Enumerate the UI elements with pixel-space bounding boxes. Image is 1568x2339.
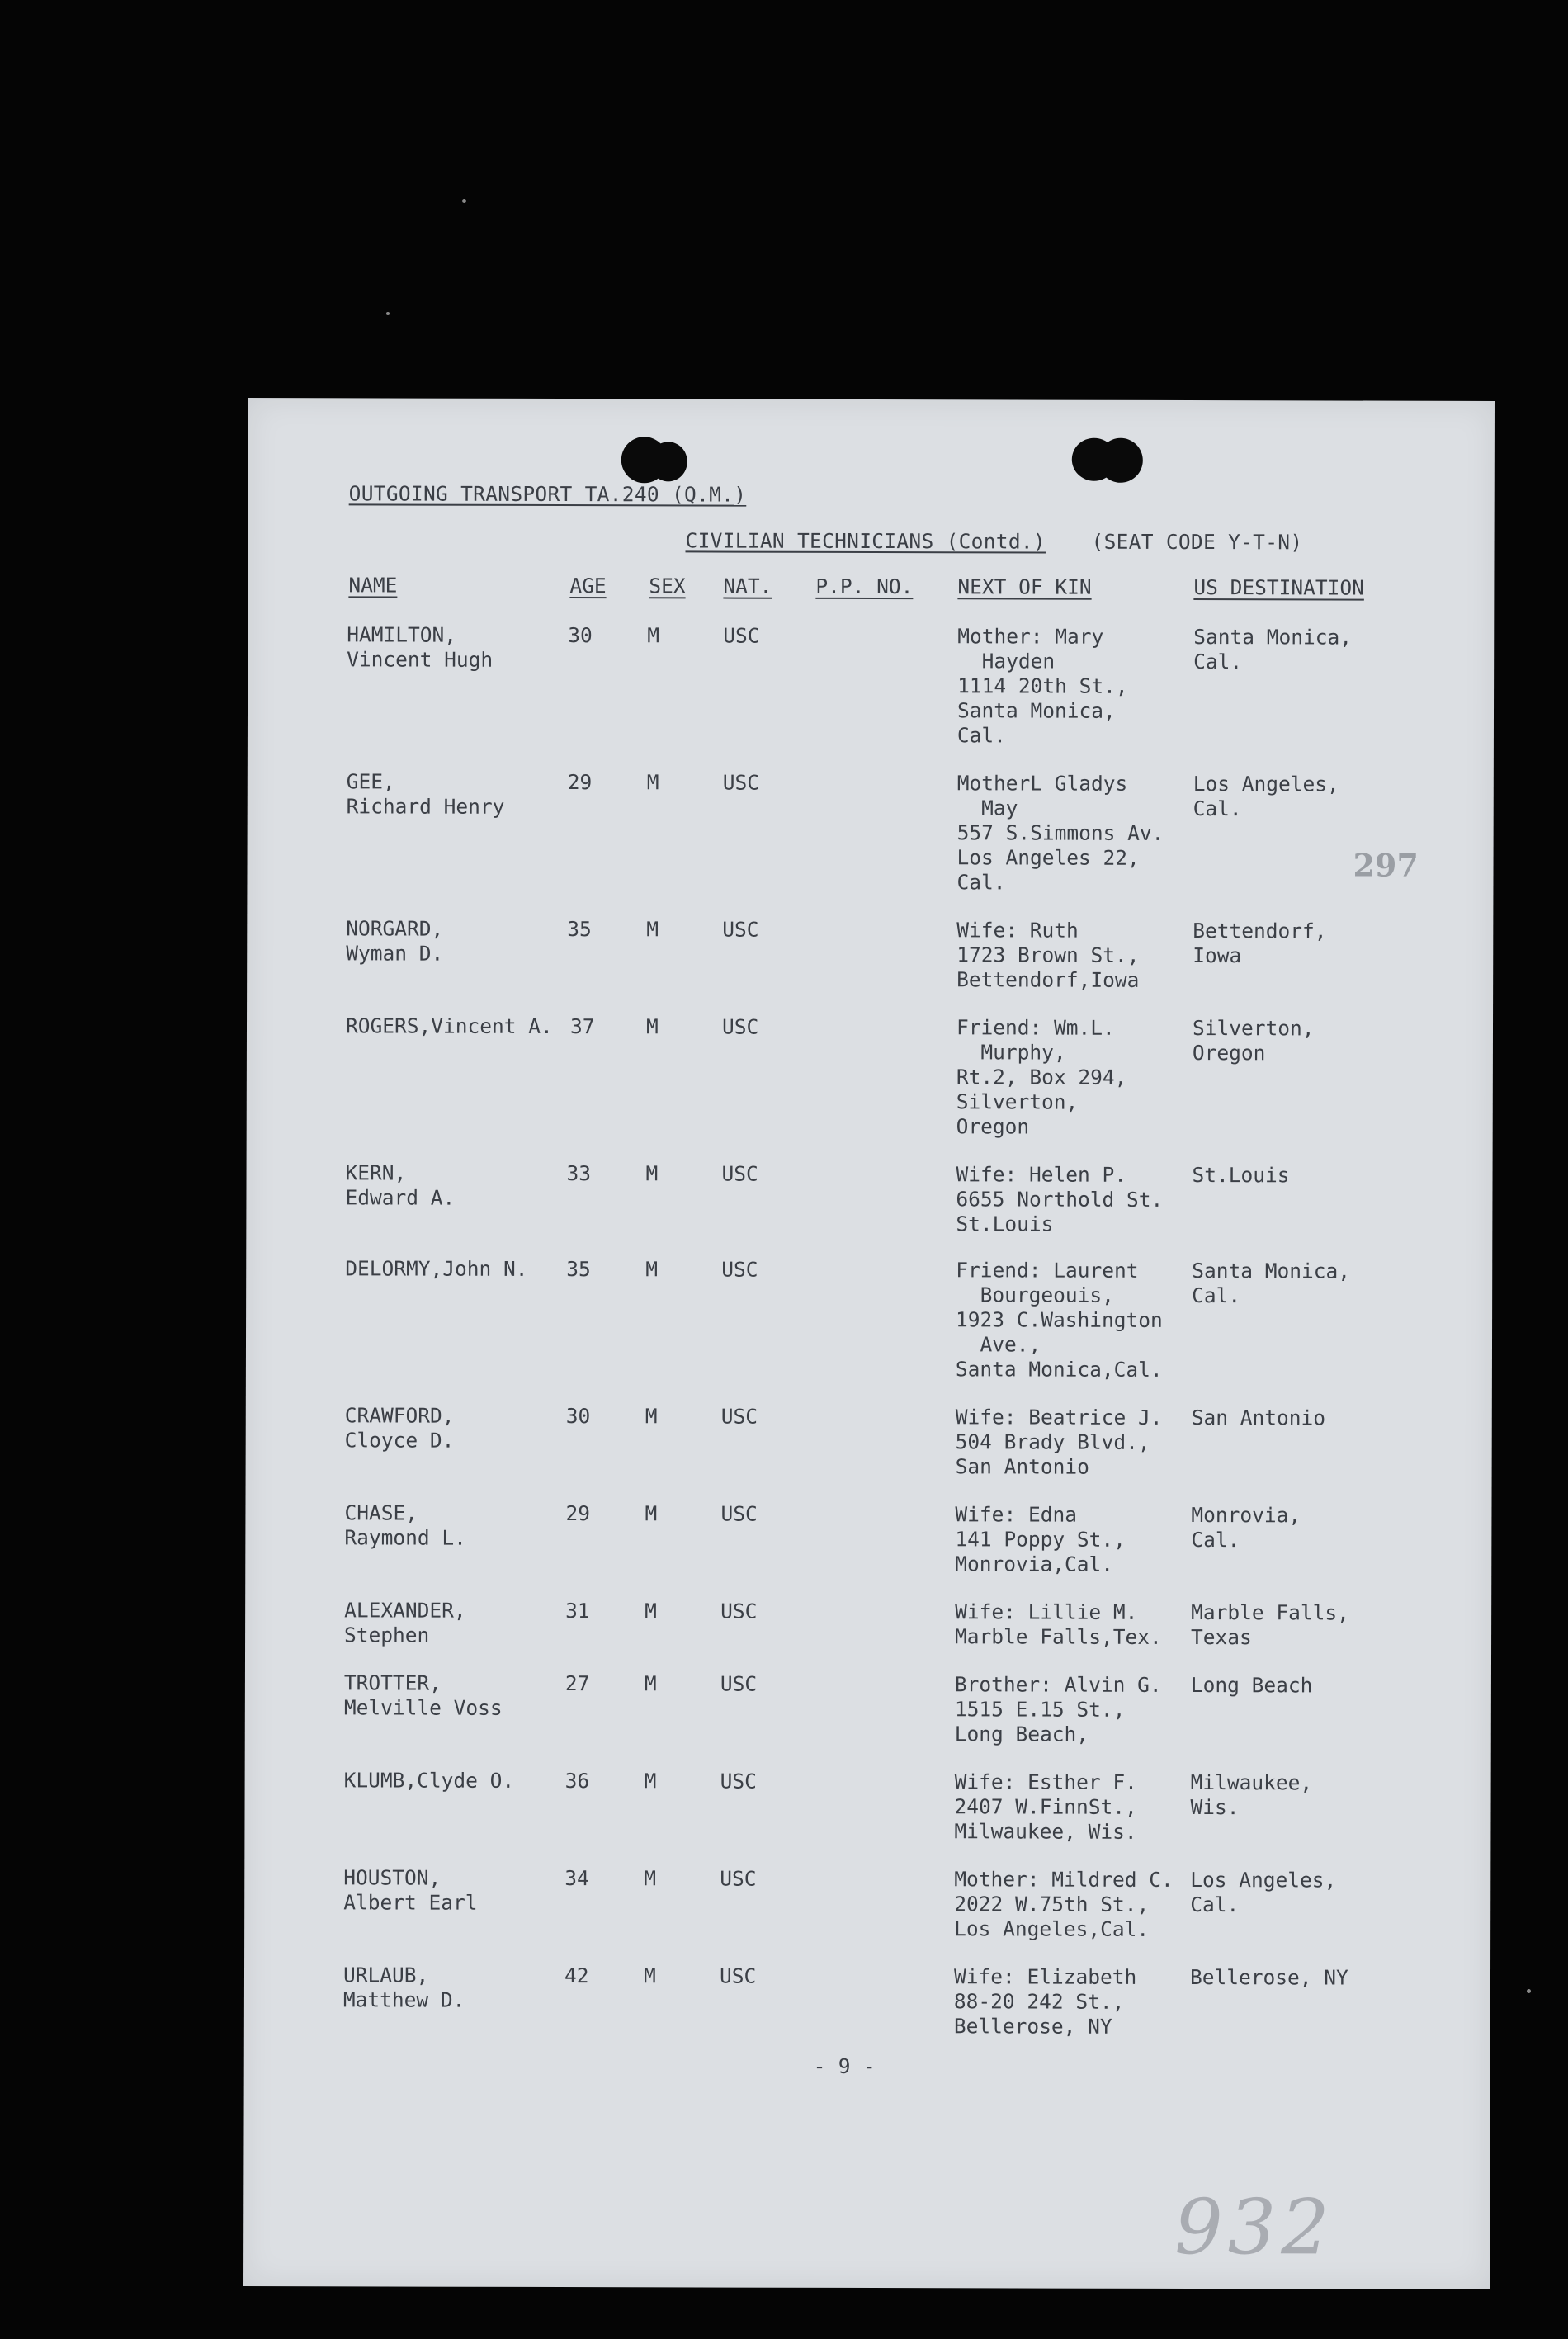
table-row (245, 1598, 1491, 1650)
next-of-kin-cell: Mother: Mildred C. 2022 W.75th St., Los Angeles,Cal. (954, 1867, 1174, 1941)
age-cell: 35 (566, 1257, 591, 1282)
sex-cell: M (643, 1963, 656, 1988)
sex-cell: M (645, 1501, 658, 1526)
table-row (247, 916, 1493, 992)
column-header-nat: NAT. (723, 574, 772, 598)
handwritten-number: 932 (1174, 2182, 1334, 2272)
document-title: OUTGOING TRANSPORT TA.240 (Q.M.) (348, 481, 747, 507)
destination-cell: Marble Falls, Texas (1191, 1600, 1349, 1650)
destination-cell: San Antonio (1191, 1406, 1326, 1430)
scan-speck (386, 312, 390, 315)
name-cell: HAMILTON, Vincent Hugh (347, 622, 494, 672)
sex-cell: M (644, 1769, 657, 1793)
table-row (244, 1963, 1490, 2039)
nat-cell: USC (720, 1866, 757, 1891)
sex-cell: M (645, 1161, 659, 1186)
age-cell: 29 (565, 1501, 591, 1526)
name-cell: NORGARD, Wyman D. (346, 916, 444, 966)
nat-cell: USC (721, 1257, 758, 1282)
nat-cell: USC (720, 1501, 758, 1526)
table-row (248, 622, 1494, 748)
name-cell: TROTTER, Melville Voss (343, 1670, 503, 1720)
next-of-kin-cell: Wife: Esther F. 2407 W.FinnSt., Milwaukee, Wis. (954, 1770, 1137, 1844)
next-of-kin-cell: Wife: Beatrice J. 504 Brady Blvd., San Antonio (955, 1405, 1163, 1479)
age-cell: 30 (565, 1404, 591, 1429)
next-of-kin-cell: Brother: Alvin G. 1515 E.15 St., Long Beach, (954, 1672, 1162, 1746)
nat-cell: USC (723, 623, 760, 648)
nat-cell: USC (722, 917, 759, 942)
sex-cell: M (645, 1257, 659, 1282)
name-cell: URLAUB, Matthew D. (342, 1963, 465, 2012)
destination-cell: Santa Monica, Cal. (1193, 625, 1353, 674)
sex-cell: M (644, 1866, 657, 1891)
nat-cell: USC (720, 1599, 758, 1623)
name-cell: ROGERS,Vincent A. (345, 1014, 553, 1038)
column-header-sex: SEX (649, 574, 686, 598)
age-cell: 31 (565, 1599, 590, 1623)
document-page (243, 398, 1495, 2289)
name-cell: ALEXANDER, Stephen (344, 1598, 466, 1647)
table-row (245, 1768, 1491, 1844)
age-cell: 42 (564, 1963, 589, 1988)
destination-cell: Santa Monica, Cal. (1192, 1259, 1351, 1308)
next-of-kin-cell: Wife: Elizabeth 88-20 242 St., Bellerose, NY (953, 1964, 1137, 2039)
next-of-kin-cell: Wife: Edna 141 Poppy St., Monrovia,Cal. (955, 1502, 1126, 1576)
scan-speck (462, 199, 466, 203)
name-cell: CHASE, Raymond L. (344, 1500, 466, 1550)
nat-cell: USC (720, 1404, 758, 1429)
sex-cell: M (644, 1671, 657, 1696)
name-cell: DELORMY,John N. (345, 1256, 528, 1281)
age-cell: 29 (567, 770, 593, 795)
destination-cell: Los Angeles, Cal. (1190, 1868, 1337, 1917)
age-cell: 33 (566, 1161, 592, 1186)
destination-cell: Bettendorf, Iowa (1193, 919, 1327, 968)
sex-cell: M (646, 917, 659, 942)
column-header-destination: US DESTINATION (1193, 575, 1364, 600)
next-of-kin-cell: Friend: Wm.L. Murphy, Rt.2, Box 294, Silverton, Oregon (956, 1015, 1127, 1139)
destination-cell: Monrovia, Cal. (1191, 1503, 1301, 1552)
destination-cell: Milwaukee, Wis. (1190, 1770, 1313, 1820)
next-of-kin-cell: MotherL Gladys May 557 S.Simmons Av. Los Angeles 22, Cal. (956, 771, 1164, 895)
next-of-kin-cell: Wife: Helen P. 6655 Northold St. St.Louis (956, 1162, 1164, 1236)
table-row (247, 1160, 1493, 1236)
sex-cell: M (645, 1014, 659, 1039)
table-row (244, 1865, 1490, 1941)
column-header-name: NAME (348, 573, 398, 598)
age-cell: 30 (568, 623, 593, 648)
sex-cell: M (645, 1599, 657, 1623)
scan-speck (1527, 1989, 1531, 1993)
sex-cell: M (645, 1404, 658, 1429)
name-cell: HOUSTON, Albert Earl (343, 1865, 478, 1915)
name-cell: GEE, Richard Henry (346, 769, 505, 819)
sex-cell: M (646, 770, 659, 795)
nat-cell: USC (721, 1161, 758, 1186)
punch-hole (1098, 438, 1143, 483)
page-number: - 9 - (813, 2053, 876, 2079)
nat-cell: USC (721, 1014, 759, 1039)
nat-cell: USC (720, 1769, 757, 1793)
seat-code: (SEAT CODE Y-T-N) (1091, 529, 1303, 555)
age-cell: 36 (564, 1769, 590, 1793)
column-header-pp: P.P. NO. (815, 574, 914, 599)
document-subtitle: CIVILIAN TECHNICIANS (Contd.) (685, 528, 1046, 554)
next-of-kin-cell: Wife: Lillie M. Marble Falls,Tex. (955, 1599, 1162, 1649)
destination-cell: Long Beach (1190, 1673, 1313, 1698)
age-cell: 35 (567, 917, 592, 942)
next-of-kin-cell: Wife: Ruth 1723 Brown St., Bettendorf,Iowa (956, 918, 1140, 992)
table-row (246, 1256, 1492, 1382)
destination-cell: Los Angeles, Cal. (1193, 772, 1339, 821)
age-cell: 37 (569, 1014, 595, 1039)
table-row (247, 1014, 1493, 1139)
name-cell: KERN, Edward A. (345, 1160, 456, 1210)
name-cell: KLUMB,Clyde O. (343, 1768, 515, 1793)
destination-cell: St.Louis (1192, 1163, 1290, 1188)
stamp-number: 297 (1353, 846, 1419, 884)
column-header-kin: NEXT OF KIN (957, 574, 1092, 599)
table-row (245, 1500, 1491, 1576)
next-of-kin-cell: Friend: Laurent Bourgeouis, 1923 C.Washington Ave., Santa Monica,Cal. (955, 1258, 1163, 1382)
name-cell: CRAWFORD, Cloyce D. (344, 1403, 455, 1453)
destination-cell: Silverton, Oregon (1192, 1016, 1315, 1066)
table-row (246, 1403, 1492, 1479)
age-cell: 27 (564, 1671, 590, 1696)
column-header-age: AGE (569, 574, 607, 598)
nat-cell: USC (719, 1963, 757, 1988)
nat-cell: USC (722, 770, 760, 795)
punch-hole (649, 442, 687, 481)
nat-cell: USC (720, 1671, 758, 1696)
destination-cell: Bellerose, NY (1189, 1965, 1348, 1990)
table-row (245, 1670, 1491, 1746)
sex-cell: M (647, 623, 660, 648)
next-of-kin-cell: Mother: Mary Hayden 1114 20th St., Santa Monica, Cal. (956, 624, 1128, 748)
age-cell: 34 (564, 1866, 589, 1891)
